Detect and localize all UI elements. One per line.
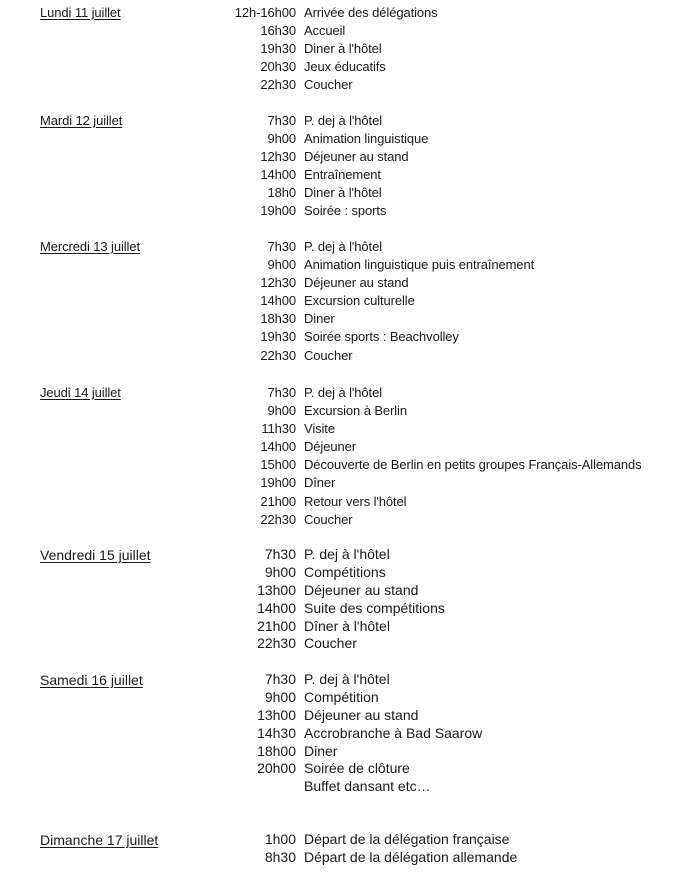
schedule-entry — [0, 347, 687, 365]
entry-time: 13h00 — [257, 581, 296, 598]
schedule-entry — [0, 238, 687, 256]
day-block-saturday — [0, 671, 687, 796]
schedule-entry — [0, 456, 687, 474]
entry-time: 20h00 — [257, 760, 296, 777]
entry-activity: Coucher — [304, 77, 353, 93]
entry-activity: Diner — [304, 742, 338, 759]
entry-time: 14h00 — [260, 439, 296, 455]
entry-activity: Visite — [304, 421, 335, 437]
schedule-entry — [0, 166, 687, 184]
entry-time: 8h30 — [264, 848, 296, 865]
schedule-entry — [0, 760, 687, 778]
entry-time: 13h00 — [257, 706, 296, 723]
entry-activity: Dîner — [304, 475, 336, 491]
entry-time: 12h30 — [260, 275, 296, 291]
entry-time: 22h30 — [260, 77, 296, 93]
day-label: Mercredi 13 juillet — [40, 239, 140, 254]
entry-time: 12h-16h00 — [234, 5, 296, 20]
entry-list — [0, 238, 687, 365]
entry-activity: Déjeuner au stand — [304, 275, 409, 291]
entry-time: 19h30 — [260, 329, 296, 345]
entry-time: 9h00 — [264, 563, 296, 580]
entry-time: 7h30 — [267, 385, 296, 400]
schedule-entry — [0, 256, 687, 274]
entry-time: 19h00 — [260, 203, 296, 219]
schedule-entry — [0, 310, 687, 328]
entry-time: 11h30 — [261, 421, 296, 437]
entry-time: 21h00 — [257, 617, 296, 634]
schedule-entry — [0, 689, 687, 707]
entry-time: 9h00 — [267, 131, 296, 147]
entry-time: 18h0 — [267, 185, 296, 201]
entry-activity: Départ de la délégation française — [304, 831, 510, 847]
entry-activity: Animation linguistique puis entraînement — [304, 257, 535, 273]
schedule-entry — [0, 564, 687, 582]
schedule-entry — [0, 202, 687, 220]
entry-time: 22h30 — [260, 511, 296, 527]
entry-activity: Suite des compétitions — [304, 599, 445, 616]
entry-time: 15h00 — [260, 457, 296, 473]
entry-activity: Retour vers l'hôtel — [304, 493, 407, 509]
entry-activity: Coucher — [304, 347, 353, 363]
day-label: Samedi 16 juillet — [40, 672, 143, 688]
entry-activity: Accueil — [304, 23, 346, 39]
schedule-entry — [0, 58, 687, 76]
entry-activity: Arrivée des délégations — [304, 5, 438, 20]
entry-time: 19h00 — [260, 475, 296, 491]
entry-activity: Coucher — [304, 511, 353, 527]
schedule-entry — [0, 40, 687, 58]
entry-activity: Déjeuner au stand — [304, 581, 419, 598]
entry-activity: P. dej à l'hôtel — [304, 385, 382, 400]
day-label: Dimanche 17 juillet — [40, 832, 159, 848]
entry-activity: Buffet dansant etc… — [304, 778, 431, 795]
entry-activity: Jeux éducatifs — [304, 59, 386, 75]
entry-time: 7h30 — [264, 671, 296, 687]
entry-time: 16h30 — [260, 23, 296, 39]
day-block-monday — [0, 4, 687, 94]
entry-time: 7h30 — [267, 239, 296, 254]
entry-time: 9h00 — [264, 688, 296, 705]
entry-activity: P. dej à l'hôtel — [304, 239, 382, 254]
schedule-entry — [0, 76, 687, 94]
entry-activity: Animation linguistique — [304, 131, 429, 147]
schedule-entry — [0, 831, 687, 849]
entry-activity: Excursion à Berlin — [304, 403, 407, 419]
entry-time: 19h30 — [260, 41, 296, 57]
schedule-entry — [0, 511, 687, 529]
entry-activity: Accrobranche à Bad Saarow — [304, 724, 483, 741]
schedule-entry — [0, 635, 687, 653]
entry-time: 22h30 — [257, 635, 296, 652]
schedule-entry — [0, 22, 687, 40]
entry-list — [0, 671, 687, 796]
schedule-entry — [0, 420, 687, 438]
schedule-entry — [0, 112, 687, 130]
entry-time: 18h30 — [260, 311, 296, 327]
entry-activity: Déjeuner au stand — [304, 706, 419, 723]
schedule-entry — [0, 582, 687, 600]
schedule-entry — [0, 707, 687, 725]
entry-time: 1h00 — [264, 831, 296, 847]
schedule-entry — [0, 618, 687, 636]
entry-time: 9h00 — [267, 257, 296, 273]
schedule-entry — [0, 292, 687, 310]
entry-activity: Diner à l'hôtel — [304, 185, 382, 201]
schedule-entry — [0, 328, 687, 346]
entry-time: 7h30 — [267, 113, 296, 128]
entry-time: 14h00 — [260, 167, 296, 183]
day-block-sunday — [0, 831, 687, 867]
entry-activity: Compétitions — [304, 563, 386, 580]
entry-list — [0, 112, 687, 221]
schedule-entry — [0, 148, 687, 166]
day-label: Jeudi 14 juillet — [40, 385, 121, 400]
entry-time: 14h00 — [257, 599, 296, 616]
entry-activity: Déjeuner — [304, 439, 356, 455]
entry-list — [0, 831, 687, 867]
entry-time: 22h30 — [260, 347, 296, 363]
entry-activity: Soirée : sports — [304, 203, 387, 219]
entry-activity: Compétition — [304, 688, 379, 705]
entry-activity: Découverte de Berlin en petits groupes Français-Allemands — [304, 457, 642, 473]
entry-list — [0, 384, 687, 529]
entry-time: 18h00 — [257, 742, 296, 759]
entry-activity: P. dej à l'hôtel — [304, 113, 382, 128]
entry-time: 14h00 — [260, 293, 296, 309]
entry-list — [0, 546, 687, 653]
schedule-entry — [0, 778, 687, 796]
schedule-entry — [0, 402, 687, 420]
entry-time: 20h30 — [260, 59, 296, 75]
schedule-entry — [0, 274, 687, 292]
entry-list — [0, 4, 687, 94]
entry-time: 7h30 — [264, 546, 296, 562]
schedule-entry — [0, 600, 687, 618]
entry-activity: Soirée sports : Beachvolley — [304, 329, 459, 345]
day-block-tuesday — [0, 112, 687, 221]
day-block-friday — [0, 546, 687, 653]
entry-activity: Coucher — [304, 635, 357, 652]
schedule-entry — [0, 384, 687, 402]
schedule-entry — [0, 4, 687, 22]
day-label: Vendredi 15 juillet — [40, 547, 151, 563]
entry-activity: Départ de la délégation allemande — [304, 848, 518, 865]
entry-activity: Diner à l'hôtel — [304, 41, 382, 57]
schedule-entry — [0, 671, 687, 689]
day-label: Mardi 12 juillet — [40, 113, 123, 128]
schedule-entry — [0, 184, 687, 202]
entry-activity: Entraînement — [304, 167, 381, 183]
day-label: Lundi 11 juillet — [40, 5, 121, 20]
entry-activity: Diner — [304, 311, 335, 327]
day-block-thursday — [0, 384, 687, 529]
schedule-entry — [0, 493, 687, 511]
schedule-entry — [0, 130, 687, 148]
entry-time: 21h00 — [260, 493, 296, 509]
schedule-entry — [0, 849, 687, 867]
schedule-entry — [0, 743, 687, 761]
entry-activity: Excursion culturelle — [304, 293, 415, 309]
schedule-entry — [0, 725, 687, 743]
entry-activity: P. dej à l'hôtel — [304, 546, 390, 562]
entry-time: 12h30 — [260, 149, 296, 165]
day-block-wednesday — [0, 238, 687, 365]
entry-activity: P. dej à l'hôtel — [304, 671, 390, 687]
entry-time: 9h00 — [267, 403, 296, 419]
entry-activity: Déjeuner au stand — [304, 149, 409, 165]
schedule-entry — [0, 474, 687, 492]
schedule-entry — [0, 546, 687, 564]
schedule-entry — [0, 438, 687, 456]
entry-activity: Soirée de clôture — [304, 760, 410, 777]
entry-time: 14h30 — [257, 724, 296, 741]
entry-activity: Dîner à l'hôtel — [304, 617, 390, 634]
